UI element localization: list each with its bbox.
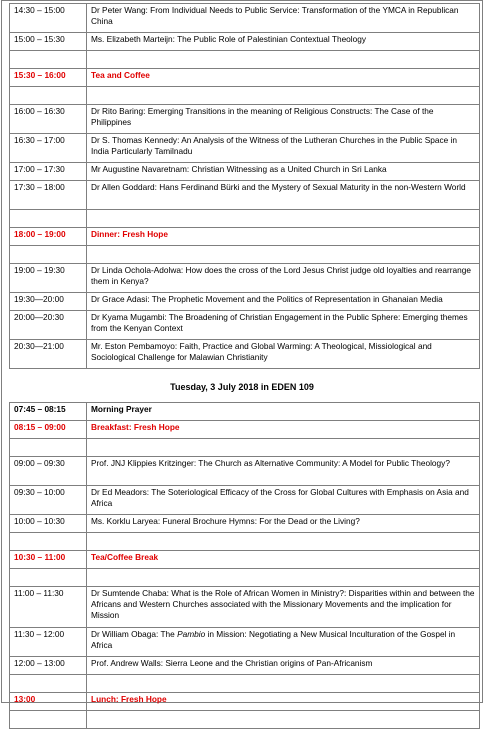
schedule-row [10, 163, 480, 181]
session-text: in Mission: Negotiating a New Musical Inculturation of the Gospel in Africa [91, 629, 456, 650]
time-cell [10, 711, 87, 729]
schedule-row [10, 551, 480, 569]
schedule-row [10, 33, 480, 51]
session-cell: Mr. Eston Pembamoyo: Faith, Practice and Global Warming: A Theological, Missiological and Sociological Challenge for Malawian Christianity [87, 340, 480, 369]
time-cell: 20:30—21:00 [10, 340, 87, 369]
session-cell: Dr Peter Wang: From Individual Needs to Public Service: Transformation of the YMCA in Republican China [87, 4, 480, 33]
session-cell [87, 628, 480, 657]
schedule-row [10, 657, 480, 675]
time-cell [10, 569, 87, 587]
schedule-row [10, 340, 480, 369]
schedule-row [10, 51, 480, 69]
schedule-table-monday [9, 3, 480, 369]
session-cell: Tea and Coffee [87, 69, 480, 87]
schedule-row [10, 181, 480, 210]
schedule-row [10, 87, 480, 105]
session-cell: Dr Allen Goddard: Hans Ferdinand Bürki and the Mystery of Sexual Maturity in the non-Western World [87, 181, 480, 210]
time-cell: 11:00 – 11:30 [10, 587, 87, 628]
session-text: Dr William Obaga: The [91, 629, 178, 639]
time-cell: 15:30 – 16:00 [10, 69, 87, 87]
time-cell: 18:00 – 19:00 [10, 228, 87, 246]
schedule-row [10, 628, 480, 657]
time-cell: 07:45 – 08:15 [10, 403, 87, 421]
session-cell: Mr Augustine Navaretnam: Christian Witnessing as a United Church in Sri Lanka [87, 163, 480, 181]
time-cell: 09:30 – 10:00 [10, 486, 87, 515]
time-cell: 10:30 – 11:00 [10, 551, 87, 569]
session-cell [87, 87, 480, 105]
time-cell: 15:00 – 15:30 [10, 33, 87, 51]
session-cell: Dr Ed Meadors: The Soteriological Efficacy of the Cross for Global Cultures with Emphasis on Asia and Africa [87, 486, 480, 515]
session-cell: Dinner: Fresh Hope [87, 228, 480, 246]
time-cell: 16:30 – 17:00 [10, 134, 87, 163]
schedule-row [10, 693, 480, 711]
schedule-row [10, 293, 480, 311]
time-cell: 12:00 – 13:00 [10, 657, 87, 675]
schedule-row [10, 675, 480, 693]
schedule-row [10, 439, 480, 457]
schedule-row [10, 228, 480, 246]
session-cell: Tea/Coffee Break [87, 551, 480, 569]
time-cell: 11:30 – 12:00 [10, 628, 87, 657]
session-text-italic: Pambio [177, 629, 206, 639]
schedule-row [10, 134, 480, 163]
session-cell [87, 51, 480, 69]
time-cell: 09:00 – 09:30 [10, 457, 87, 486]
time-cell: 13:00 [10, 693, 87, 711]
schedule-row [10, 421, 480, 439]
time-cell [10, 87, 87, 105]
schedule-row [10, 403, 480, 421]
time-cell: 16:00 – 16:30 [10, 105, 87, 134]
schedule-row [10, 4, 480, 33]
session-cell: Dr S. Thomas Kennedy: An Analysis of the Witness of the Lutheran Churches in the Public Space in India Particularly Tamilnadu [87, 134, 480, 163]
schedule-row [10, 569, 480, 587]
schedule-row [10, 311, 480, 340]
session-cell: Dr Sumtende Chaba: What is the Role of African Women in Ministry?: Disparities within and between the Africans and Western Churches associated with the Missionary Movements and the implication for Mission [87, 587, 480, 628]
time-cell [10, 51, 87, 69]
time-cell: 14:30 – 15:00 [10, 4, 87, 33]
session-cell [87, 439, 480, 457]
session-cell [87, 246, 480, 264]
schedule-page [1, 0, 483, 703]
time-cell: 10:00 – 10:30 [10, 515, 87, 533]
time-cell [10, 675, 87, 693]
session-cell [87, 569, 480, 587]
time-cell [10, 210, 87, 228]
session-cell: Dr Linda Ochola-Adolwa: How does the cross of the Lord Jesus Christ judge old loyalties and rearrange them in Kenya? [87, 264, 480, 293]
session-cell: Ms. Elizabeth Marteijn: The Public Role of Palestinian Contextual Theology [87, 33, 480, 51]
schedule-row [10, 264, 480, 293]
time-cell: 17:00 – 17:30 [10, 163, 87, 181]
session-cell: Lunch: Fresh Hope [87, 693, 480, 711]
time-cell [10, 439, 87, 457]
schedule-row [10, 533, 480, 551]
time-cell: 19:30—20:00 [10, 293, 87, 311]
time-cell: 19:00 – 19:30 [10, 264, 87, 293]
session-cell: Dr Grace Adasi: The Prophetic Movement and the Politics of Representation in Ghanaian Media [87, 293, 480, 311]
session-cell [87, 533, 480, 551]
session-cell: Morning Prayer [87, 403, 480, 421]
session-cell: Prof. JNJ Klippies Kritzinger: The Church as Alternative Community: A Model for Public Theology? [87, 457, 480, 486]
session-cell [87, 675, 480, 693]
schedule-row [10, 486, 480, 515]
session-cell [87, 210, 480, 228]
schedule-table-tuesday [9, 402, 480, 729]
time-cell: 17:30 – 18:00 [10, 181, 87, 210]
day-heading: Tuesday, 3 July 2018 in EDEN 109 [170, 382, 314, 392]
schedule-row [10, 457, 480, 486]
time-cell: 08:15 – 09:00 [10, 421, 87, 439]
schedule-row [10, 246, 480, 264]
schedule-row [10, 105, 480, 134]
time-cell [10, 246, 87, 264]
schedule-row [10, 69, 480, 87]
session-cell: Prof. Andrew Walls: Sierra Leone and the Christian origins of Pan-Africanism [87, 657, 480, 675]
session-cell [87, 711, 480, 729]
session-cell: Ms. Korklu Laryea: Funeral Brochure Hymns: For the Dead or the Living? [87, 515, 480, 533]
schedule-row [10, 515, 480, 533]
time-cell: 20:00—20:30 [10, 311, 87, 340]
session-cell: Breakfast: Fresh Hope [87, 421, 480, 439]
session-cell: Dr Kyama Mugambi: The Broadening of Christian Engagement in the Public Sphere: Emerging themes from the Kenyan Context [87, 311, 480, 340]
time-cell [10, 533, 87, 551]
schedule-row [10, 711, 480, 729]
schedule-row [10, 210, 480, 228]
session-cell: Dr Rito Baring: Emerging Transitions in the meaning of Religious Constructs: The Case of the Philippines [87, 105, 480, 134]
schedule-row [10, 587, 480, 628]
